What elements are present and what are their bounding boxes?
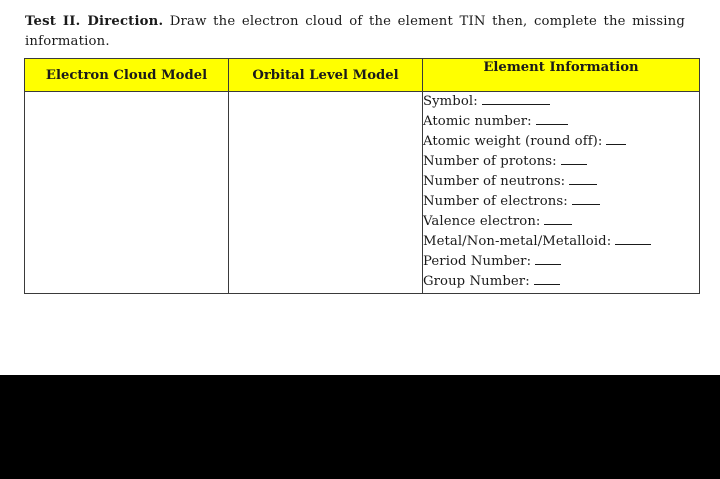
info-line-electrons	[423, 192, 699, 212]
answer-blank-atomic-weight[interactable]	[606, 132, 626, 145]
info-label-metal-classification: Metal/Non-metal/Metalloid:	[423, 234, 612, 249]
answer-blank-atomic-number[interactable]	[536, 112, 568, 125]
electron-cloud-drawing-area[interactable]	[25, 92, 229, 294]
info-line-protons	[423, 152, 699, 172]
info-label-neutrons: Number of neutrons:	[423, 174, 566, 189]
answer-blank-symbol[interactable]	[482, 92, 550, 105]
header-electron-cloud-model: Electron Cloud Model	[25, 59, 229, 92]
answer-blank-valence-electron[interactable]	[544, 212, 572, 225]
answer-blank-neutrons[interactable]	[569, 172, 597, 185]
answer-blank-protons[interactable]	[561, 152, 587, 165]
header-row	[25, 59, 700, 92]
info-label-valence-electron: Valence electron:	[423, 214, 541, 229]
answer-blank-metal-classification[interactable]	[615, 232, 651, 245]
info-label-protons: Number of protons:	[423, 154, 557, 169]
info-line-atomic-number	[423, 112, 699, 132]
element-information-cell	[423, 92, 700, 294]
info-label-electrons: Number of electrons:	[423, 194, 568, 209]
worksheet-table	[24, 58, 700, 294]
directions-text: Draw the electron cloud of the element TIN then, complete the missing information.	[25, 14, 685, 49]
info-line-group-number	[423, 272, 699, 292]
info-label-atomic-number: Atomic number:	[423, 114, 532, 129]
info-line-symbol	[423, 92, 699, 112]
info-label-period-number: Period Number:	[423, 254, 532, 269]
info-line-atomic-weight	[423, 132, 699, 152]
header-element-information: Element Information	[423, 59, 700, 92]
answer-row	[25, 92, 700, 294]
answer-blank-group-number[interactable]	[534, 272, 560, 285]
info-label-symbol: Symbol:	[423, 94, 478, 109]
answer-blank-electrons[interactable]	[572, 192, 600, 205]
info-line-metal-classification	[423, 232, 699, 252]
info-label-group-number: Group Number:	[423, 274, 530, 289]
info-line-valence-electron	[423, 212, 699, 232]
directions-lead: Test II. Direction.	[25, 14, 164, 29]
header-orbital-level-model: Orbital Level Model	[229, 59, 423, 92]
directions-paragraph	[25, 12, 685, 52]
info-label-atomic-weight: Atomic weight (round off):	[423, 134, 603, 149]
answer-blank-period-number[interactable]	[535, 252, 561, 265]
black-bottom-bar	[0, 375, 720, 479]
info-line-period-number	[423, 252, 699, 272]
info-line-neutrons	[423, 172, 699, 192]
orbital-level-drawing-area[interactable]	[229, 92, 423, 294]
